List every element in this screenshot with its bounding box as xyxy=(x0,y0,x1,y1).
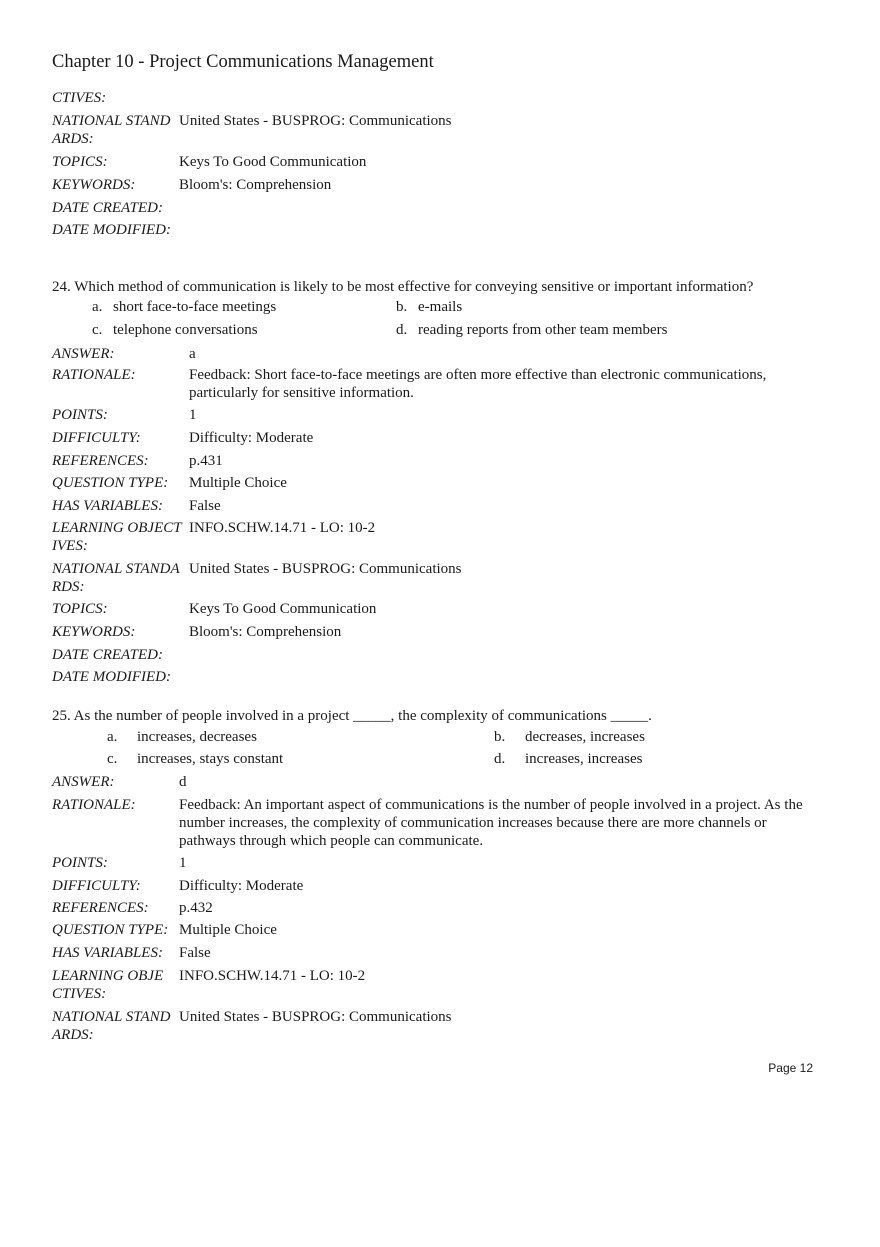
topics-value: Keys To Good Communication xyxy=(179,154,367,170)
question-type-label: QUESTION TYPE: xyxy=(52,475,169,491)
question-type-value: Multiple Choice xyxy=(189,475,287,491)
difficulty-label: DIFFICULTY: xyxy=(52,430,141,446)
date-modified-label: DATE MODIFIED: xyxy=(52,669,171,685)
option-letter: c. xyxy=(107,751,118,767)
answer-value: d xyxy=(179,774,187,790)
answer-label: ANSWER: xyxy=(52,774,115,790)
national-standards-label: NATIONAL STANDA xyxy=(52,561,180,577)
national-standards-label: NATIONAL STAND xyxy=(52,1009,171,1025)
question-type-value: Multiple Choice xyxy=(179,922,277,938)
question-type-label: QUESTION TYPE: xyxy=(52,922,169,938)
references-value: p.432 xyxy=(179,900,213,916)
option-text: increases, increases xyxy=(525,751,643,767)
date-created-label: DATE CREATED: xyxy=(52,647,163,663)
national-standards-label-cont: ARDS: xyxy=(52,131,94,147)
option-letter: a. xyxy=(107,729,118,745)
has-variables-value: False xyxy=(179,945,211,961)
national-standards-label: NATIONAL STAND xyxy=(52,113,171,129)
references-label: REFERENCES: xyxy=(52,453,149,469)
option-text: increases, decreases xyxy=(137,729,257,745)
question-stem: 25. As the number of people involved in a project _____, the complexity of communications _____. xyxy=(52,708,652,724)
option-text: short face-to-face meetings xyxy=(113,299,277,315)
rationale-label: RATIONALE: xyxy=(52,797,136,813)
learning-objectives-label-cont: CTIVES: xyxy=(52,986,107,1002)
option-letter: b. xyxy=(396,299,408,315)
rationale-text: Feedback: Short face-to-face meetings are often more effective than electronic communications, particularly for sensitive information. xyxy=(189,367,767,401)
points-label: POINTS: xyxy=(52,407,108,423)
lo-label-tail: CTIVES: xyxy=(52,90,107,106)
date-created-label: DATE CREATED: xyxy=(52,200,163,216)
page-title: Chapter 10 - Project Communications Management xyxy=(52,52,434,72)
option-letter: c. xyxy=(92,322,103,338)
topics-label: TOPICS: xyxy=(52,154,108,170)
rationale-label: RATIONALE: xyxy=(52,367,136,383)
page-number: Page 12 xyxy=(768,1061,813,1075)
has-variables-label: HAS VARIABLES: xyxy=(52,498,163,514)
option-letter: d. xyxy=(396,322,408,338)
answer-value: a xyxy=(189,346,196,362)
option-text: increases, stays constant xyxy=(137,751,284,767)
option-text: telephone conversations xyxy=(113,322,258,338)
topics-label: TOPICS: xyxy=(52,601,108,617)
question-stem: 24. Which method of communication is likely to be most effective for conveying sensitive or important information? xyxy=(52,279,754,295)
keywords-value: Bloom's: Comprehension xyxy=(189,624,342,640)
national-standards-value: United States - BUSPROG: Communications xyxy=(179,1009,452,1025)
option-text: reading reports from other team members xyxy=(418,322,668,338)
keywords-label: KEYWORDS: xyxy=(52,624,136,640)
learning-objectives-value: INFO.SCHW.14.71 - LO: 10-2 xyxy=(189,520,376,536)
keywords-label: KEYWORDS: xyxy=(52,177,136,193)
learning-objectives-value: INFO.SCHW.14.71 - LO: 10-2 xyxy=(179,968,366,984)
national-standards-value: United States - BUSPROG: Communications xyxy=(179,113,452,129)
option-letter: b. xyxy=(494,729,506,745)
has-variables-value: False xyxy=(189,498,221,514)
date-modified-label: DATE MODIFIED: xyxy=(52,222,171,238)
references-value: p.431 xyxy=(189,453,223,469)
topics-value: Keys To Good Communication xyxy=(189,601,377,617)
references-label: REFERENCES: xyxy=(52,900,149,916)
option-letter: d. xyxy=(494,751,506,767)
difficulty-value: Difficulty: Moderate xyxy=(189,430,314,446)
learning-objectives-label: LEARNING OBJECT xyxy=(52,520,182,536)
national-standards-label-cont: ARDS: xyxy=(52,1027,94,1043)
national-standards-value: United States - BUSPROG: Communications xyxy=(189,561,462,577)
keywords-value: Bloom's: Comprehension xyxy=(179,177,332,193)
rationale-text: Feedback: An important aspect of communications is the number of people involved in a project. As the number increases, the complexity of communication increases because there are more channels or pathways through which people can communicate. xyxy=(179,797,803,849)
has-variables-label: HAS VARIABLES: xyxy=(52,945,163,961)
option-text: e-mails xyxy=(418,299,463,315)
national-standards-label-cont: RDS: xyxy=(52,579,85,595)
answer-label: ANSWER: xyxy=(52,346,115,362)
difficulty-label: DIFFICULTY: xyxy=(52,878,141,894)
points-value: 1 xyxy=(189,407,197,423)
difficulty-value: Difficulty: Moderate xyxy=(179,878,304,894)
learning-objectives-label: LEARNING OBJE xyxy=(52,968,164,984)
points-label: POINTS: xyxy=(52,855,108,871)
points-value: 1 xyxy=(179,855,187,871)
option-text: decreases, increases xyxy=(525,729,645,745)
learning-objectives-label-cont: IVES: xyxy=(52,538,88,554)
option-letter: a. xyxy=(92,299,103,315)
